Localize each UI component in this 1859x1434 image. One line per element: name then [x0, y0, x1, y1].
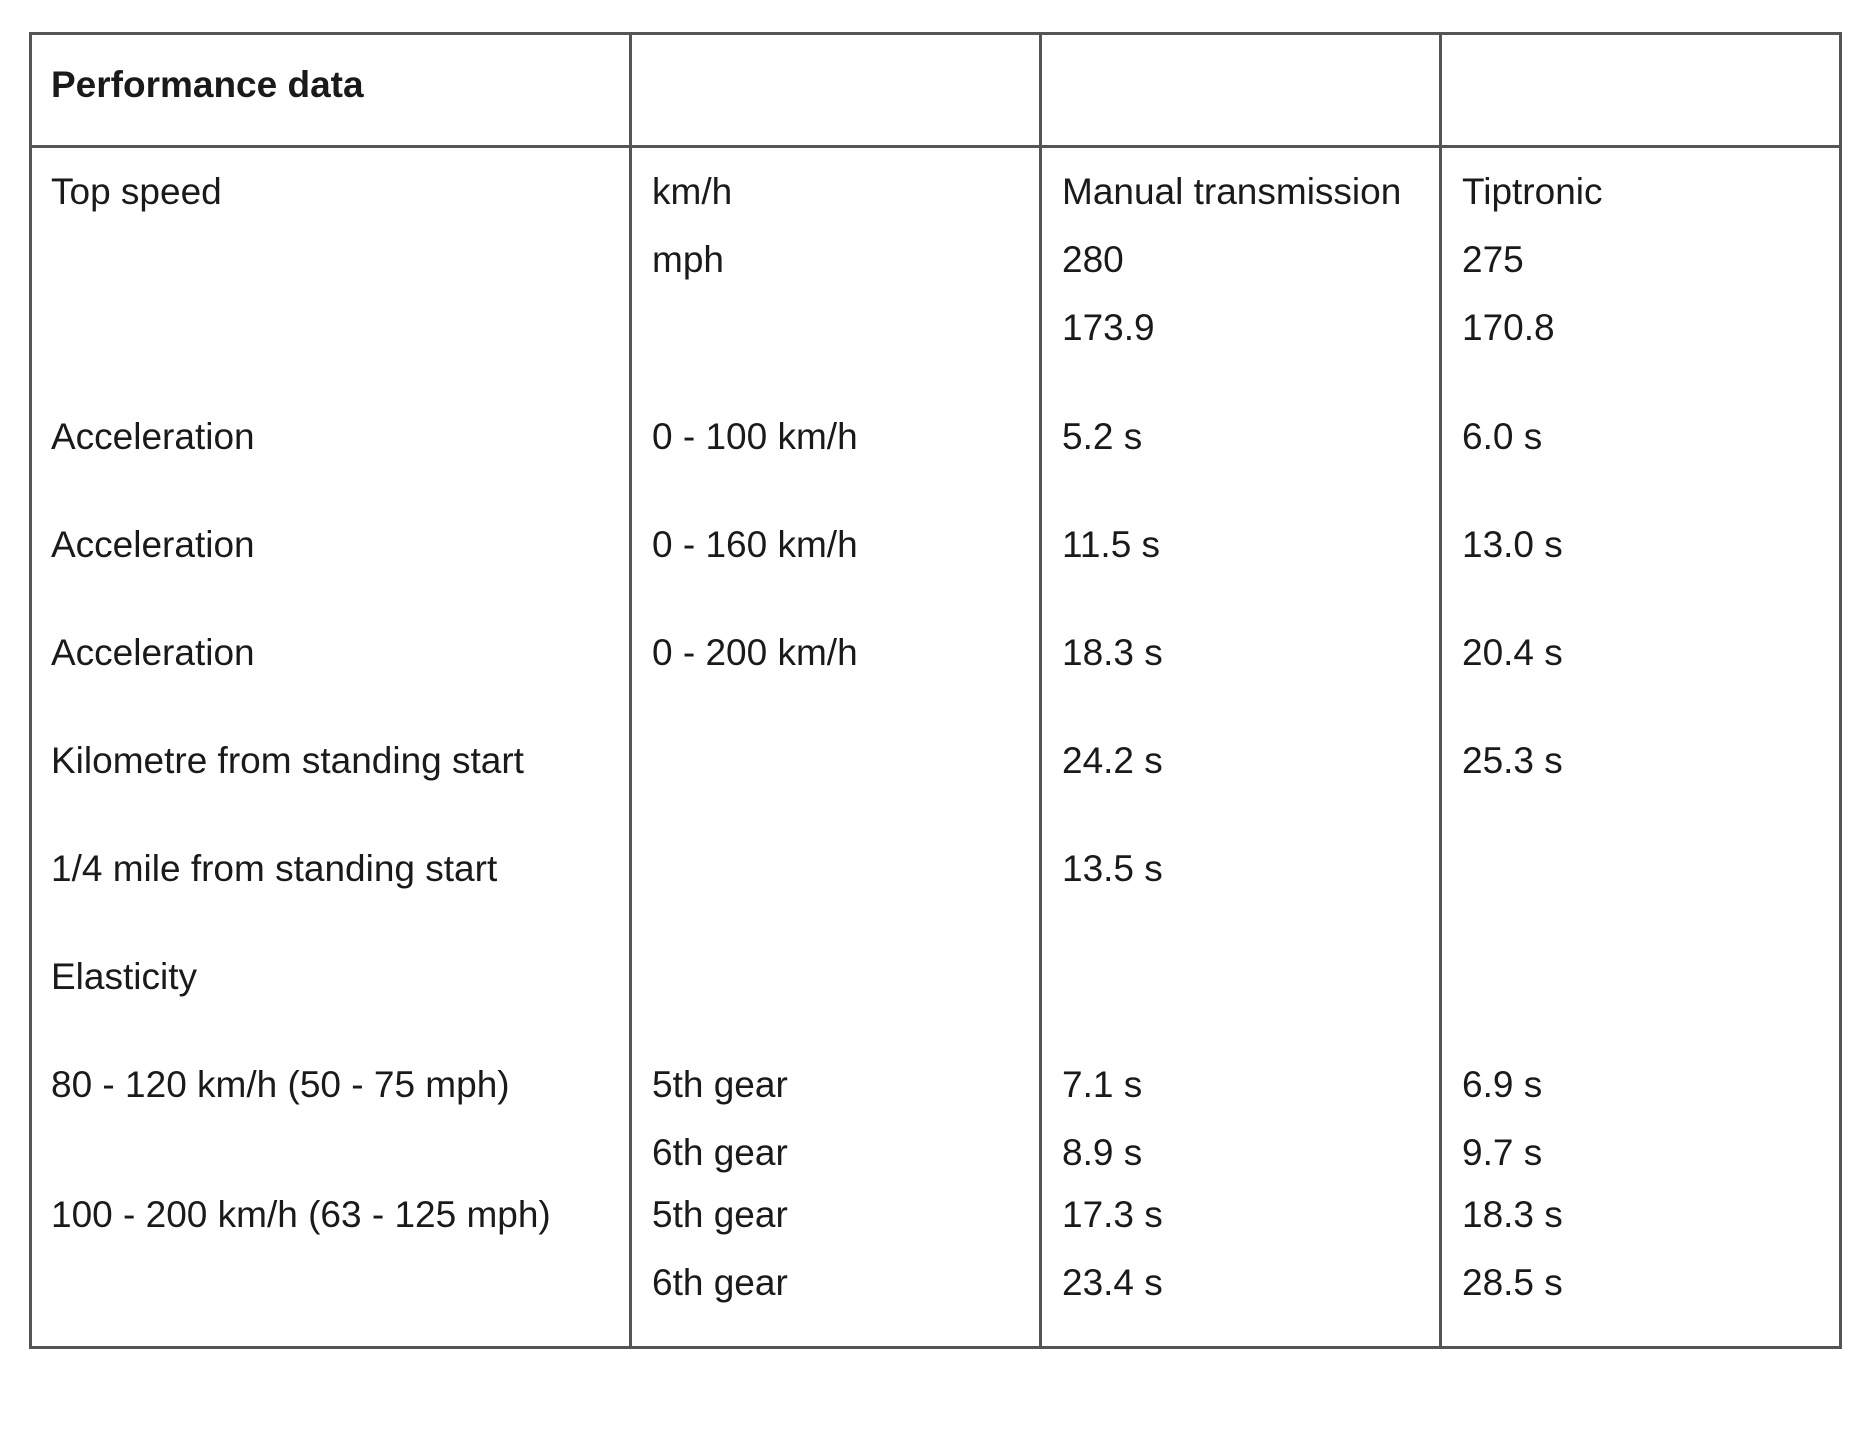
row-label: Elasticity	[51, 956, 197, 997]
manual-value: 173.9	[1062, 307, 1155, 348]
tiptronic-value: 9.7 s	[1462, 1132, 1543, 1173]
table-title: Performance data	[51, 64, 364, 105]
tiptronic-value: 25.3 s	[1462, 740, 1563, 781]
row-label: Acceleration	[51, 524, 255, 565]
manual-value: 8.9 s	[1062, 1132, 1143, 1173]
column-header-manual: Manual transmission	[1062, 171, 1402, 212]
column-divider	[629, 35, 632, 1346]
manual-value: 24.2 s	[1062, 740, 1163, 781]
row-label: Acceleration	[51, 632, 255, 673]
manual-value: 7.1 s	[1062, 1064, 1143, 1105]
row-label: Kilometre from standing start	[51, 740, 524, 781]
tiptronic-value: 275	[1462, 239, 1524, 280]
performance-table	[29, 32, 1842, 1349]
unit-cell: 6th gear	[652, 1262, 788, 1303]
manual-value: 11.5 s	[1062, 524, 1161, 565]
unit-cell: km/h	[652, 171, 733, 212]
tiptronic-value: 13.0 s	[1462, 524, 1563, 565]
unit-cell: 0 - 200 km/h	[652, 632, 858, 673]
manual-value: 17.3 s	[1062, 1194, 1163, 1235]
unit-cell: 5th gear	[652, 1194, 788, 1235]
row-label: Acceleration	[51, 416, 255, 457]
manual-value: 280	[1062, 239, 1124, 280]
unit-cell: 5th gear	[652, 1064, 788, 1105]
column-header-tiptronic: Tiptronic	[1462, 171, 1603, 212]
manual-value: 5.2 s	[1062, 416, 1143, 457]
manual-value: 23.4 s	[1062, 1262, 1163, 1303]
tiptronic-value: 170.8	[1462, 307, 1555, 348]
tiptronic-value: 20.4 s	[1462, 632, 1563, 673]
unit-cell: 6th gear	[652, 1132, 788, 1173]
header-divider	[32, 145, 1839, 148]
tiptronic-value: 6.9 s	[1462, 1064, 1543, 1105]
row-label: 1/4 mile from standing start	[51, 848, 498, 889]
unit-cell: 0 - 100 km/h	[652, 416, 858, 457]
tiptronic-value: 28.5 s	[1462, 1262, 1563, 1303]
manual-value: 13.5 s	[1062, 848, 1163, 889]
column-divider	[1039, 35, 1042, 1346]
unit-cell: 0 - 160 km/h	[652, 524, 858, 565]
tiptronic-value: 18.3 s	[1462, 1194, 1563, 1235]
row-label: 100 - 200 km/h (63 - 125 mph)	[51, 1194, 551, 1235]
manual-value: 18.3 s	[1062, 632, 1163, 673]
unit-cell: mph	[652, 239, 724, 280]
row-label: Top speed	[51, 171, 222, 212]
tiptronic-value: 6.0 s	[1462, 416, 1543, 457]
row-label: 80 - 120 km/h (50 - 75 mph)	[51, 1064, 510, 1105]
column-divider	[1439, 35, 1442, 1346]
